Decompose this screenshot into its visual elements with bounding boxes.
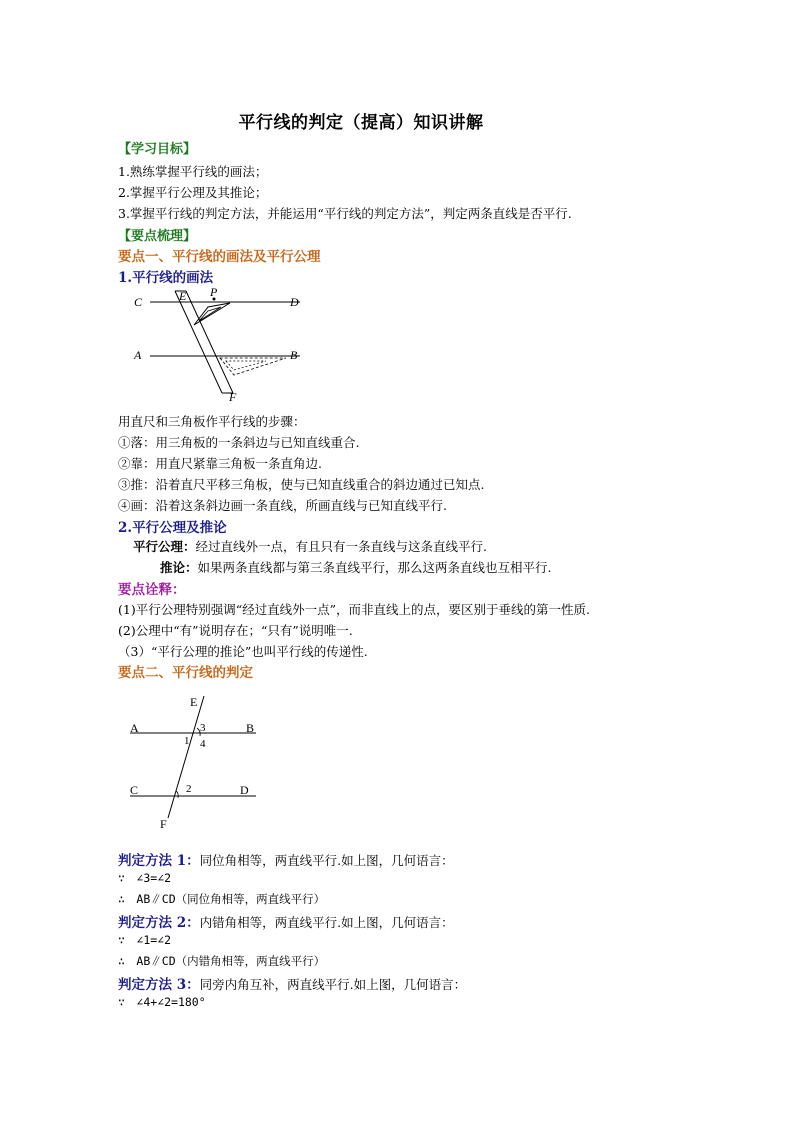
corollary-text: 如果两条直线都与第三条直线平行，那么这两条直线也互相平行. — [197, 560, 552, 575]
method-2-label: 判定方法 2： — [118, 915, 200, 931]
method-1-therefore: ∴ AB∥CD（同位角相等，两直线平行） — [118, 892, 326, 906]
method-3-label: 判定方法 3： — [118, 977, 200, 993]
method-3-text: 同旁内角互补，两直线平行.如上图，几何语言： — [199, 977, 467, 992]
note-item: （3）“平行公理的推论”也叫平行线的传递性. — [118, 644, 368, 659]
method-3-because: ∵ ∠4+∠2=180° — [118, 995, 206, 1009]
figure-transversal — [126, 692, 266, 832]
label-f: F — [229, 390, 237, 401]
note-item: (1)平行公理特别强调“经过直线外一点”，而非直线上的点，要区别于垂线的第一性质. — [118, 602, 590, 617]
corollary-label: 推论： — [160, 560, 198, 575]
label-c: C — [130, 783, 139, 797]
label-c: C — [134, 295, 143, 309]
label-f: F — [160, 817, 167, 831]
method-2-because: ∵ ∠1=∠2 — [118, 933, 172, 947]
label-e: E — [179, 289, 187, 303]
page-title: 平行线的判定（提高）知识讲解 — [238, 113, 484, 133]
step-item: ④画：沿着这条斜边画一条直线，所画直线与已知直线平行. — [118, 498, 447, 513]
method-1-label: 判定方法 1： — [118, 853, 200, 869]
method-2-text: 内错角相等，两直线平行.如上图，几何语言： — [199, 915, 454, 930]
goal-item: 3.掌握平行线的判定方法，并能运用“平行线的判定方法”，判定两条直线是否平行. — [118, 206, 572, 221]
step-item: ①落：用三角板的一条斜边与已知直线重合. — [118, 435, 360, 450]
method-3-line — [118, 973, 466, 993]
label-angle-4: 4 — [200, 738, 206, 750]
point1-sub1: 1.平行线的画法 — [118, 270, 214, 286]
method-1-because: ∵ ∠3=∠2 — [118, 871, 172, 885]
corollary-line — [160, 558, 552, 576]
label-angle-3: 3 — [200, 722, 206, 734]
step-item: ③推：沿着直尺平移三角板，使与已知直线重合的斜边通过已知点. — [118, 477, 485, 492]
figure-parallel-drawing — [126, 285, 316, 401]
label-angle-1: 1 — [184, 735, 190, 747]
notes-heading: 要点诠释： — [118, 582, 186, 598]
points-heading: 【要点梳理】 — [118, 229, 197, 244]
goal-item: 2.掌握平行公理及其推论； — [118, 185, 268, 200]
label-d: D — [240, 783, 249, 797]
point1-sub2: 2.平行公理及推论 — [118, 520, 227, 536]
label-p: P — [210, 285, 218, 299]
label-angle-2: 2 — [186, 783, 192, 795]
point2-heading: 要点二、平行线的判定 — [118, 665, 253, 681]
point1-heading: 要点一、平行线的画法及平行公理 — [118, 249, 321, 265]
method-1-line — [118, 849, 454, 869]
method-2-line — [118, 911, 454, 931]
axiom-text: 经过直线外一点，有且只有一条直线与这条直线平行. — [195, 539, 487, 554]
goal-item: 1.熟练掌握平行线的画法； — [118, 164, 268, 179]
note-item: (2)公理中“有”说明存在；“只有”说明唯一. — [118, 623, 353, 638]
label-a: A — [134, 348, 142, 362]
step-item: ②靠：用直尺紧靠三角板一条直角边. — [118, 456, 322, 471]
axiom-line — [133, 537, 487, 555]
label-b: B — [246, 721, 255, 735]
label-a: A — [130, 721, 139, 735]
steps-intro: 用直尺和三角板作平行线的步骤： — [118, 414, 306, 429]
label-e: E — [190, 695, 198, 709]
label-d: D — [290, 295, 299, 309]
axiom-label: 平行公理： — [133, 539, 196, 554]
goal-heading: 【学习目标】 — [118, 142, 197, 157]
method-2-therefore: ∴ AB∥CD（内错角相等，两直线平行） — [118, 954, 326, 968]
method-1-text: 同位角相等，两直线平行.如上图，几何语言： — [199, 853, 454, 868]
label-b: B — [290, 348, 298, 362]
